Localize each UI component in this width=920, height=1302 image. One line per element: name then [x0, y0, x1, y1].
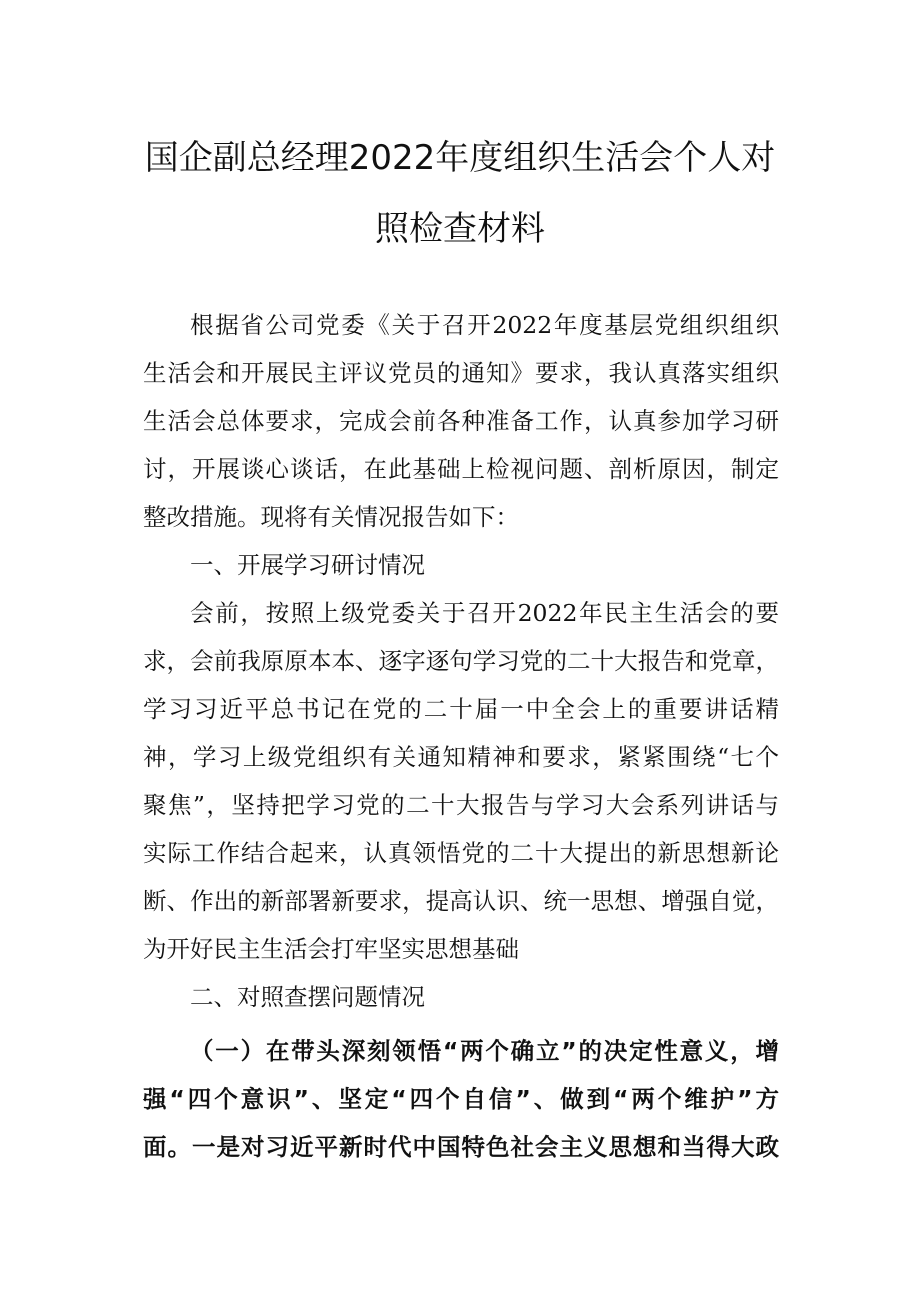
- subsection-1-line-1: （一）在带头深刻领悟“两个确立”的决定性意义，增: [190, 1037, 779, 1065]
- subsection-1-line-3: 面。一是对习近平新时代中国特色社会主义思想和当得大政: [143, 1133, 779, 1161]
- intro-line-1: 根据省公司党委《关于召开2022年度基层党组织组织: [190, 311, 779, 339]
- document-title-line-2: 照检查材料: [375, 209, 545, 249]
- intro-line-2: 生活会和开展民主评议党员的通知》要求，我认真落实组织: [143, 359, 779, 387]
- subsection-1-line-2: 强“四个意识”、坚定“四个自信”、做到“两个维护”方: [143, 1085, 779, 1113]
- section-1-line-3: 学习习近平总书记在党的二十届一中全会上的重要讲话精: [143, 695, 779, 723]
- intro-line-3: 生活会总体要求，完成会前各种准备工作，认真参加学习研: [143, 407, 779, 435]
- intro-line-5: 整改措施。现将有关情况报告如下：: [143, 503, 519, 531]
- section-1-line-6: 实际工作结合起来，认真领悟党的二十大提出的新思想新论: [143, 839, 779, 867]
- section-1-line-4: 神，学习上级党组织有关通知精神和要求，紧紧围绕“七个: [143, 743, 779, 771]
- section-1-line-1: 会前，按照上级党委关于召开2022年民主生活会的要: [190, 599, 779, 627]
- section-2-heading: 二、对照查摆问题情况: [190, 983, 425, 1011]
- section-1-line-8: 为开好民主生活会打牢坚实思想基础: [143, 935, 519, 963]
- section-1-heading: 一、开展学习研讨情况: [190, 551, 425, 579]
- section-1-line-7: 断、作出的新部署新要求，提高认识、统一思想、增强自觉，: [143, 887, 779, 915]
- section-1-line-5: 聚焦”，坚持把学习党的二十大报告与学习大会系列讲话与: [143, 791, 779, 819]
- intro-line-4: 讨，开展谈心谈话，在此基础上检视问题、剖析原因，制定: [143, 455, 779, 483]
- document-title-line-1: 国企副总经理2022年度组织生活会个人对: [144, 138, 776, 178]
- section-1-line-2: 求，会前我原原本本、逐字逐句学习党的二十大报告和党章，: [143, 647, 779, 675]
